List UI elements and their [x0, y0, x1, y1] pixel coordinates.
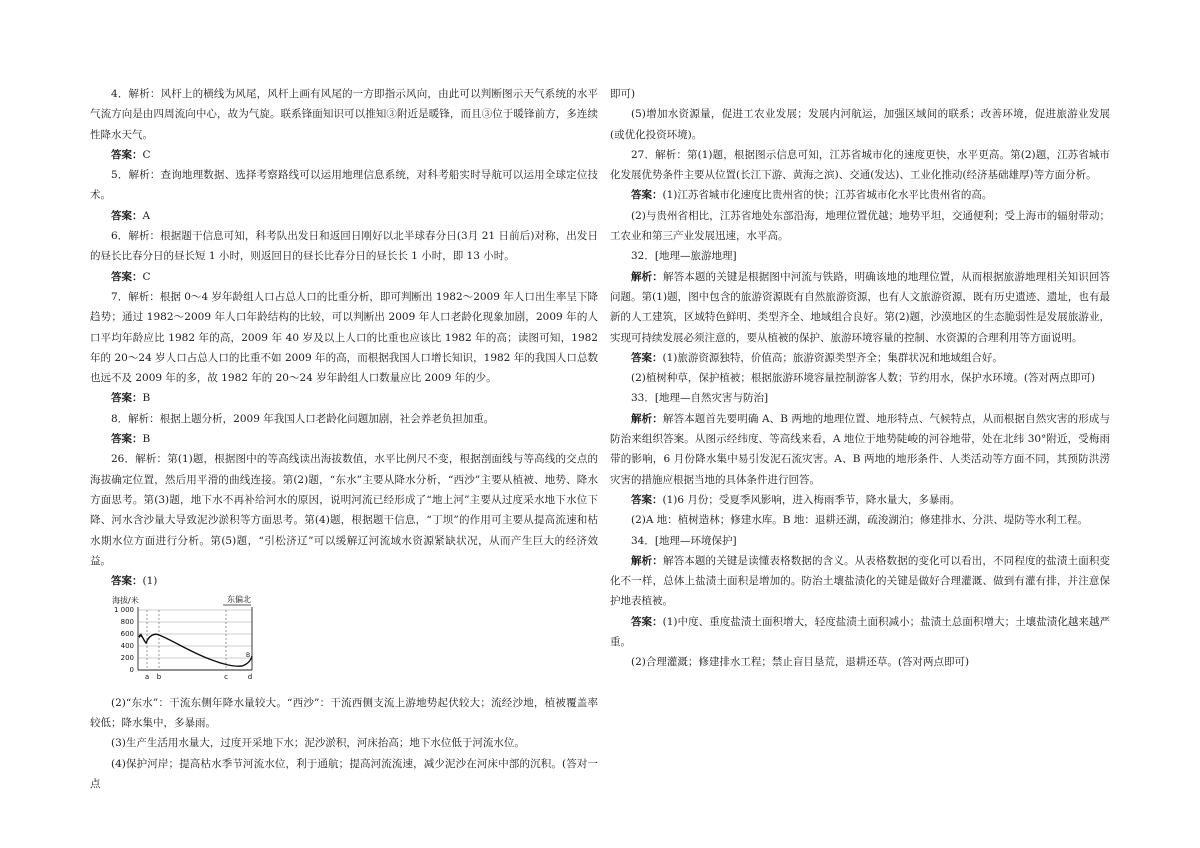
section-33-title: 33．[地理—自然灾害与防治] — [631, 392, 769, 405]
q7-analysis: 7．解析：根据 0～4 岁年龄组人口占总人口的比重分析，即可判断出 1982～2009 年人口出生率呈下降趋势；通过 1982～2009 年人口年龄结构的比较，可以判断出 2009 年人口老龄化现象加剧，2009 年的人口平均年龄应比 1982 年的高，2009 年 40 岁及以上人口的比重也应该比 1982 年的高；读图可知，1982 年的 20～24 岁人口占总人口的比重不如 2009 年的高，而根据我国人口增长知识，1982 年的我国人口总数也远不及 2009 年的多，故 1982 年的 20～24 岁年龄组人口数量应比 2009 年的少。 — [90, 290, 598, 385]
right-column — [610, 84, 1110, 673]
ytick-400: 400 — [120, 642, 134, 651]
xtick-d: d — [247, 673, 253, 682]
terrain-profile-chart — [112, 593, 312, 683]
xtick-c: c — [224, 673, 228, 682]
y-tick-labels — [114, 606, 134, 674]
q8-answer: 答案：B — [111, 433, 151, 446]
q4-answer: 答案：C — [111, 148, 151, 161]
q5-analysis: 5．解析：查询地理数据、选择考察路线可以运用地理信息系统，对科考船实时导航可以运用全球定位技术。 — [90, 169, 599, 202]
ytick-1000: 1 000 — [113, 606, 134, 615]
q33-answer-2: (2)A 地：植树造林；修建水库。B 地：退耕还湖，疏浚湖泊；修建排水、分洪、堤防等水利工程。 — [631, 514, 1088, 527]
section-32-title: 32．[地理—旅游地理] — [631, 250, 737, 263]
profile-direction: 东偏北 — [227, 595, 251, 605]
continued-text: 即可) — [610, 88, 636, 100]
q27-answer-1: 答案：(1)江苏省城市化速度比贵州省的快；江苏省城市化水平比贵州省的高。 — [631, 189, 993, 202]
ytick-600: 600 — [120, 630, 134, 639]
q6-analysis: 6．解析：根据题干信息可知，科考队出发日和返回日刚好以北半球春分日(3月 21 日前后)对称，出发日的昼长比春分日的昼长短 1 小时，则返回日的昼长比春分日的昼长长 1 小时，即 13 小时。 — [90, 230, 598, 263]
q32-analysis: 解析：解答本题的关键是根据图中河流与铁路，明确该地的地理位置，从而根据旅游地理相关知识回答问题。第(1)题，图中包含的旅游资源既有自然旅游资源，也有人文旅游资源，既有历史遗迹、遗址，也有最新的人工建筑，区域特色鲜明、类型齐全、地域组合良好。第(2)题，沙漠地区的生态脆弱性是发展旅游业，实现可持续发展必须注意的，要从植被的保护、旅游环境容量的控制、水资源的合理利用等方面说明。 — [610, 270, 1111, 344]
profile-end-a: A — [139, 633, 144, 641]
q8-analysis: 8．解析：根据上题分析，2009 年我国人口老龄化问题加剧，社会养老负担加重。 — [111, 412, 495, 425]
q34-answer-2: (2)合理灌溉；修建排水工程；禁止盲目垦荒，退耕还草。(答对两点即可) — [631, 656, 970, 669]
ytick-0: 0 — [129, 666, 134, 675]
q26-answer-3: (3)生产生活用水量大，过度开采地下水；泥沙淤积，河床抬高；地下水位低于河流水位。 — [111, 737, 525, 750]
section-34-title: 34．[地理—环境保护] — [631, 534, 737, 547]
q26-answer-4: (4)保护河岸；提高枯水季节河流水位，利于通航；提高河流流速，减少泥沙在河床中部的沉积。(答对一点 — [90, 757, 598, 790]
q32-answer-2: (2)植树种草，保护植被；根据旅游环境容量控制游客人数；节约用水，保护水环境。(答对两点即可) — [631, 372, 1096, 385]
q7-answer: 答案：B — [111, 392, 151, 405]
q34-analysis: 解析：解答本题的关键是读懂表格数据的含义。从表格数据的变化可以看出，不同程度的盐渍土面积变化不一样，总体上盐渍土面积是增加的。防治土壤盐渍化的关键是做好合理灌溉、做到有灌有排，并注意保护地表植被。 — [610, 554, 1111, 608]
q4-analysis: 4．解析：风杆上的横线为风尾，风杆上画有风尾的一方即指示风向，由此可以判断图示天气系统的水平气流方向是由四周流向中心，故为气旋。联系锋面知识可以推知③附近是暖锋，而且③位于暖锋前方，多连续性降水天气。 — [90, 88, 599, 141]
terrain-profile-line — [139, 635, 252, 667]
ytick-800: 800 — [120, 618, 134, 627]
xtick-a: a — [144, 673, 150, 682]
q5-answer: 答案：A — [111, 209, 151, 222]
ytick-200: 200 — [120, 654, 134, 663]
q26-analysis: 26．解析：第(1)题，根据图中的等高线读出海拔数值，水平比例尺不变，根据剖面线与等高线的交点的海拔确定位置，然后用平滑的曲线连接。第(2)题，“东水”主要从降水分析，“西沙”主要从植被、地势、降水方面思考。第(3)题，地下水不再补给河水的原因，说明河流已经形成了“地上河”主要从过度采水地下水位下降、河水含沙量大导致泥沙淤积等方面思考。第(4)题，根据题干信息，“丁坝”的作用可主要从提高流速和枯水期水位方面进行分析。第(5)题，“引松济辽”可以缓解辽河流域水资源紧缺状况，从而产生巨大的经济效益。 — [90, 453, 598, 567]
x-tick-labels — [145, 673, 252, 681]
q6-answer: 答案：C — [111, 270, 151, 283]
left-column — [90, 84, 598, 794]
xtick-b: b — [156, 673, 162, 682]
q27-analysis: 27．解析：第(1)题，根据图示信息可知，江苏省城市化的速度更快，水平更高。第(2)题，江苏省城市化发展优势条件主要从位置(长江下游、黄海之滨)、交通(发达)、工业化推动(经济基础雄厚)等方面分析。 — [610, 148, 1110, 182]
profile-end-b: B — [246, 652, 251, 660]
q33-answer-1: 答案：(1)6 月份；受夏季风影响，进入梅雨季节，降水量大，多暴雨。 — [631, 493, 961, 506]
q26-answer-2: (2)“东水”：干流东侧年降水量较大。“西沙”：干流西侧支流上游地势起伏较大；流经沙地，植被覆盖率较低；降水集中，多暴雨。 — [90, 696, 598, 730]
q26-answer-1: 答案：(1) — [111, 575, 158, 588]
q26-answer-5: (5)增加水资源量，促进工农业发展；发展内河航运，加强区域间的联系；改善环境，促进旅游业发展(或优化投资环境)。 — [610, 108, 1110, 141]
q33-analysis: 解析：解答本题首先要明确 A、B 两地的地理位置、地形特点、气候特点，从而根据自然灾害的形成与防治来组织答案。从图示经纬度、等高线来看，A 地位于地势陡峻的河谷地带，处在北纬 30°附近，受梅雨带的影响，6 月份降水集中易引发泥石流灾害。A、B 两地的地形条件、人类活动等方面不同，其预防洪涝灾害的措施应根据当地的具体条件进行回答。 — [610, 412, 1110, 486]
profile-ylabel: 海拔/米 — [112, 596, 139, 606]
q32-answer-1: 答案：(1)旅游资源独特，价值高；旅游资源类型齐全；集群状况和地域组合好。 — [631, 351, 1003, 364]
q27-answer-2: (2)与贵州省相比，江苏省地处东部沿海，地理位置优越；地势平坦，交通便利；受上海市的辐射带动；工农业和第三产业发展迅速，水平高。 — [610, 209, 1110, 243]
q34-answer-1: 答案：(1)中度、重度盐渍土面积增大，轻度盐渍土面积减小；盐渍土总面积增大；土壤盐渍化越来越严重。 — [610, 615, 1111, 649]
